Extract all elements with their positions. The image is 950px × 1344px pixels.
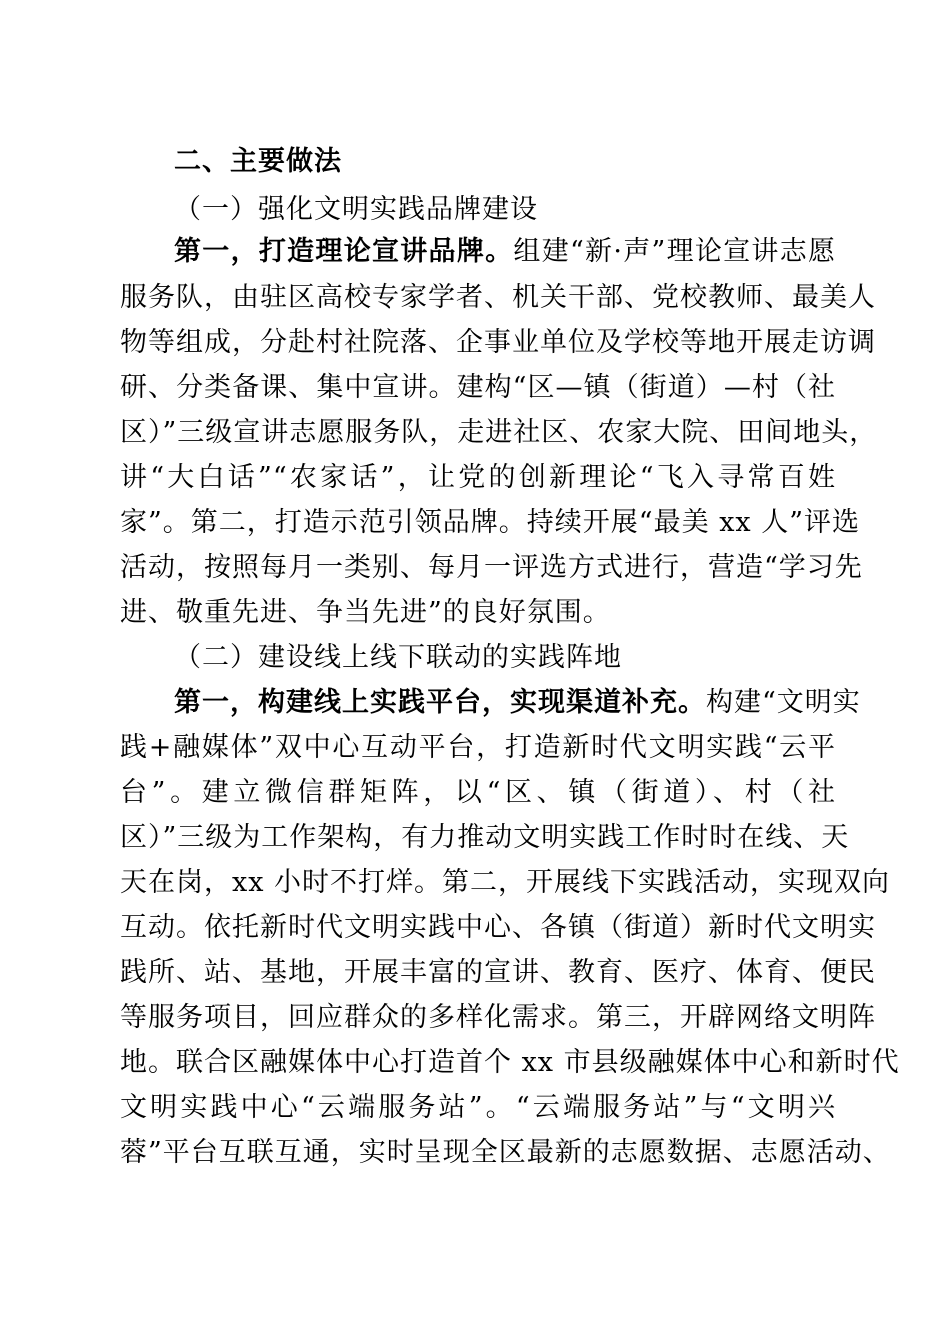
paragraph-2-line-6: 互动。依托新时代文明实践中心、各镇（街道）新时代文明实 — [120, 912, 876, 943]
paragraph-2-line-7: 践所、站、基地，开展丰富的宣讲、教育、医疗、体育、便民 — [120, 957, 876, 988]
paragraph-1-line-2: 服务队，由驻区高校专家学者、机关干部、党校教师、最美人 — [120, 282, 876, 313]
paragraph-2-line-5: 天在岗，xx 小时不打烊。第二，开展线下实践活动，实现双向 — [120, 867, 891, 898]
paragraph-2-line-10: 文明实践中心“云端服务站”。“云端服务站”与“文明兴 — [120, 1092, 836, 1123]
paragraph-1-line-9: 进、敬重先进、争当先进”的良好氛围。 — [120, 597, 611, 628]
paragraph-1-line-7: 家”。第二，打造示范引领品牌。持续开展“最美 xx 人”评选 — [120, 507, 861, 538]
paragraph-1-line-5: 区）”三级宣讲志愿服务队，走进社区、农家大院、田间地头， — [120, 417, 878, 448]
paragraph-2-lead: 第一，构建线上实践平台，实现渠道补充。 — [174, 687, 706, 718]
paragraph-1-line-6: 讲“大白话”“农家话”，让党的创新理论“飞入寻常百姓 — [120, 462, 836, 493]
paragraph-2-line-3: 台”。建立微信群矩阵，以“区、镇（街道）、村（社 — [120, 777, 836, 808]
paragraph-2-line-1 — [174, 683, 861, 723]
paragraph-2-line-4: 区）”三级为工作架构，有力推动文明实践工作时时在线、天 — [120, 822, 850, 853]
paragraph-2-text: 构建“文明实 — [706, 687, 861, 718]
paragraph-1-line-3: 物等组成，分赴村社院落、企事业单位及学校等地开展走访调 — [120, 327, 876, 358]
paragraph-1-line-4: 研、分类备课、集中宣讲。建构“区—镇（街道）—村（社 — [120, 372, 836, 403]
subsection-1-heading: （一）强化文明实践品牌建设 — [174, 194, 538, 225]
paragraph-1-line-1 — [174, 232, 836, 272]
paragraph-2-line-11: 蓉”平台互联互通，实时呈现全区最新的志愿数据、志愿活动、 — [120, 1137, 891, 1168]
paragraph-1-lead: 第一，打造理论宣讲品牌。 — [174, 236, 514, 267]
paragraph-2-line-9: 地。联合区融媒体中心打造首个 xx 市县级融媒体中心和新时代 — [120, 1047, 900, 1078]
subsection-2-heading: （二）建设线上线下联动的实践阵地 — [174, 642, 622, 673]
paragraph-1-text: 组建“新·声”理论宣讲志愿 — [513, 236, 836, 267]
paragraph-2-line-8: 等服务项目，回应群众的多样化需求。第三，开辟网络文明阵 — [120, 1002, 876, 1033]
paragraph-2-line-2: 践+融媒体”双中心互动平台，打造新时代文明实践“云平 — [120, 732, 836, 763]
paragraph-1-line-8: 活动，按照每月一类别、每月一评选方式进行，营造“学习先 — [120, 552, 863, 583]
section-heading: 二、主要做法 — [174, 146, 342, 177]
